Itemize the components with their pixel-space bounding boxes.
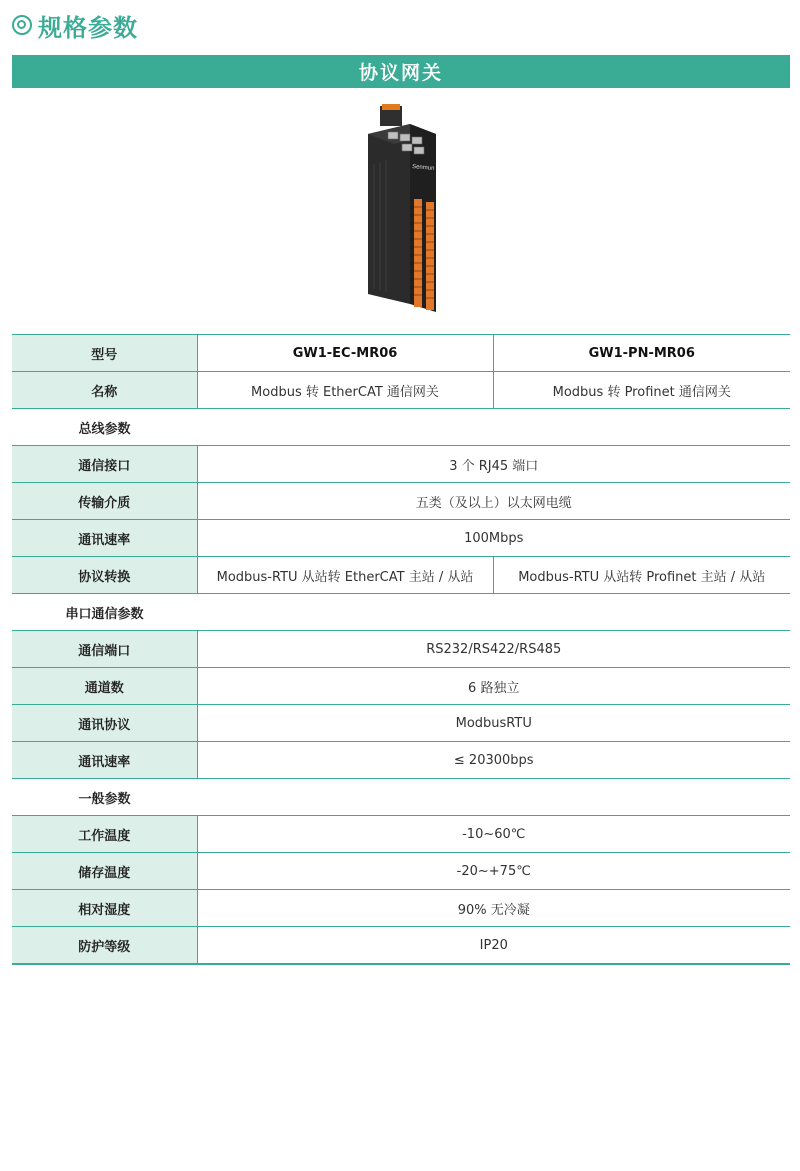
row-label: 通信接口	[12, 446, 197, 483]
row-label: 储存温度	[12, 853, 197, 890]
section-row	[12, 779, 790, 816]
row-label: 相对湿度	[12, 890, 197, 927]
model-cell: GW1-PN-MR06	[493, 335, 790, 372]
row-value: IP20	[197, 927, 790, 965]
table-row	[12, 520, 790, 557]
heading-title: 规格参数	[38, 13, 138, 42]
row-label: 通信端口	[12, 631, 197, 668]
row-value: ModbusRTU	[197, 705, 790, 742]
row-label: 工作温度	[12, 816, 197, 853]
table-row	[12, 927, 790, 965]
row-label: 协议转换	[12, 557, 197, 594]
row-value: ≤ 20300bps	[197, 742, 790, 779]
row-value: 100Mbps	[197, 520, 790, 557]
target-circle-icon	[12, 15, 32, 35]
table-row	[12, 631, 790, 668]
row-label: 通道数	[12, 668, 197, 705]
name-label: 名称	[12, 372, 197, 409]
row-value: -20~+75℃	[197, 853, 790, 890]
table-row	[12, 372, 790, 409]
table-row	[12, 483, 790, 520]
table-row	[12, 816, 790, 853]
product-banner: 协议网关	[12, 55, 790, 88]
section-title-bus: 总线参数	[12, 409, 197, 446]
model-label: 型号	[12, 335, 197, 372]
table-row	[12, 853, 790, 890]
section-row	[12, 594, 790, 631]
row-value: 90% 无冷凝	[197, 890, 790, 927]
table-row	[12, 557, 790, 594]
section-title-general: 一般参数	[12, 779, 197, 816]
row-label: 通讯速率	[12, 520, 197, 557]
table-row	[12, 446, 790, 483]
table-row	[12, 705, 790, 742]
row-label: 通讯协议	[12, 705, 197, 742]
spec-table	[12, 334, 790, 965]
table-row	[12, 742, 790, 779]
brand-logo-text: Senmun	[411, 164, 435, 172]
name-cell: Modbus 转 Profinet 通信网关	[493, 372, 790, 409]
table-row	[12, 668, 790, 705]
row-value: -10~60℃	[197, 816, 790, 853]
gateway-device-image	[362, 104, 446, 314]
section-row	[12, 409, 790, 446]
section-heading	[12, 8, 138, 42]
row-value: 五类（及以上）以太网电缆	[197, 483, 790, 520]
model-cell: GW1-EC-MR06	[197, 335, 493, 372]
name-cell: Modbus 转 EtherCAT 通信网关	[197, 372, 493, 409]
row-value: 6 路独立	[197, 668, 790, 705]
row-value: Modbus-RTU 从站转 EtherCAT 主站 / 从站	[197, 557, 493, 594]
row-value: Modbus-RTU 从站转 Profinet 主站 / 从站	[493, 557, 790, 594]
row-label: 通讯速率	[12, 742, 197, 779]
row-value: RS232/RS422/RS485	[197, 631, 790, 668]
row-label: 防护等级	[12, 927, 197, 965]
section-title-serial: 串口通信参数	[12, 594, 197, 631]
row-value: 3 个 RJ45 端口	[197, 446, 790, 483]
row-label: 传输介质	[12, 483, 197, 520]
table-row	[12, 335, 790, 372]
table-row	[12, 890, 790, 927]
